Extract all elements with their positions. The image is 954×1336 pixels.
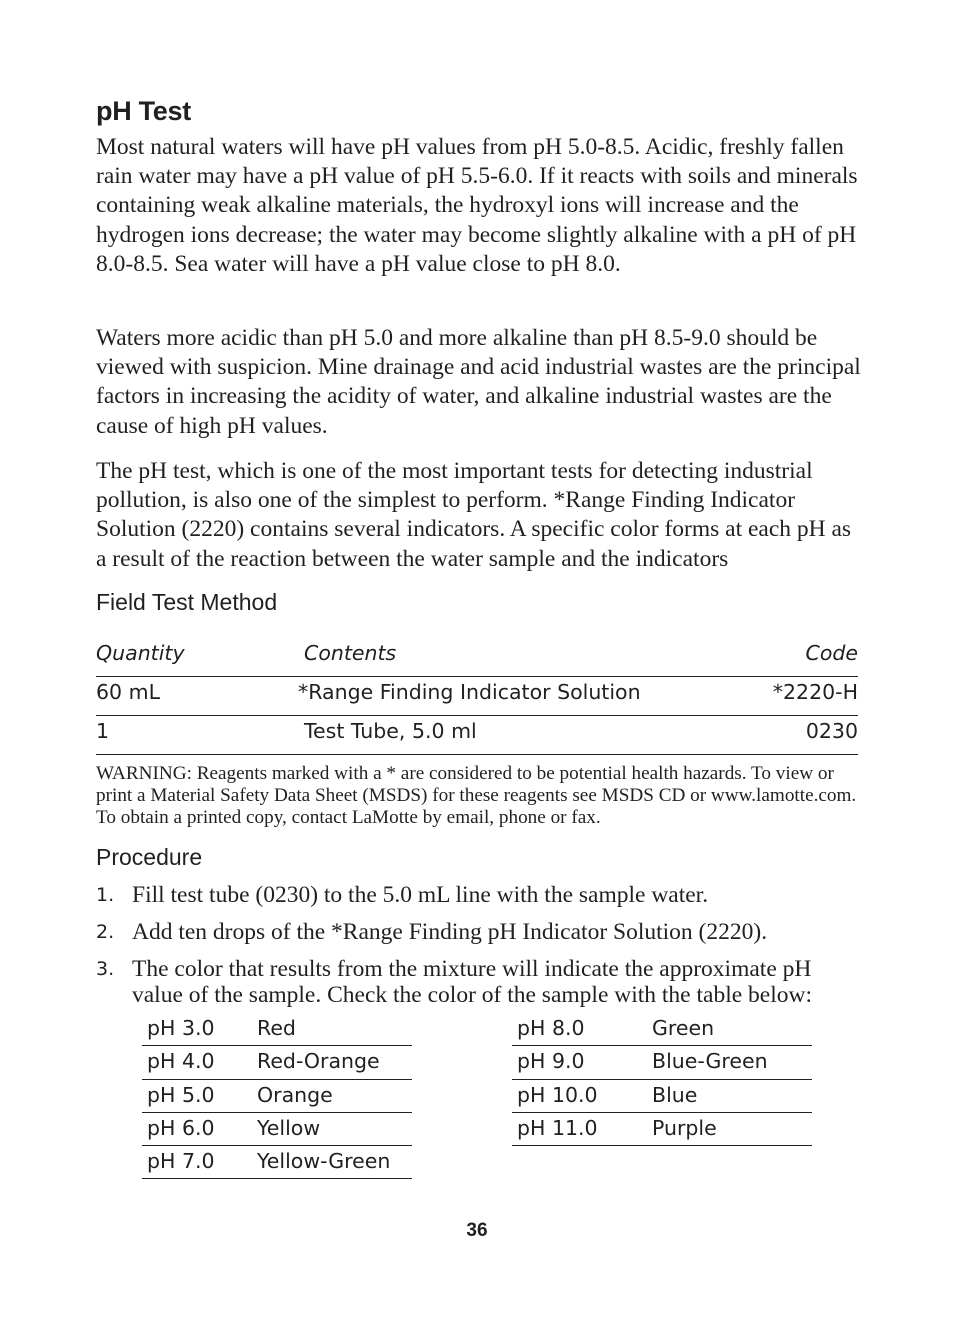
procedure-heading: Procedure: [96, 844, 203, 870]
table-row: [96, 716, 858, 755]
acidity-paragraph: Waters more acidic than pH 5.0 and more alkaline than pH 8.5-9.0 should be viewed with suspicion. Mine drainage and acid industrial wastes are the principal factors in increasing the acidity of water, and alkaline industrial wastes are the cause of high pH values.: [96, 325, 861, 439]
intro-paragraph: Most natural waters will have pH values from pH 5.0-8.5. Acidic, freshly fallen rain water may have a pH value of pH 5.5-6.0. If it reacts with soils and minerals containing weak alkaline materials, the hydroxyl ions will increase and the hydrogen ions decrease; the water may become slightly alkaline with a pH of pH 8.0-8.5. Sea water will have a pH value close to pH 8.0.: [96, 134, 858, 277]
color-name: Yellow: [257, 1115, 321, 1140]
table-row: [96, 677, 858, 716]
contents-header: Contents: [304, 641, 397, 665]
ph-value: pH 9.0: [517, 1049, 585, 1074]
materials-table: [96, 638, 858, 755]
table-row: [142, 1113, 412, 1146]
ph-value: pH 6.0: [147, 1115, 215, 1140]
field-test-heading: Field Test Method: [96, 589, 278, 615]
list-item: [96, 956, 866, 1008]
color-table-right: [512, 1013, 812, 1146]
ph-value: pH 10.0: [517, 1082, 598, 1107]
quantity-cell: 1: [96, 719, 110, 743]
step-number: 2.: [96, 921, 115, 943]
code-header: Code: [805, 641, 858, 665]
color-name: Purple: [652, 1115, 717, 1140]
ph-value: pH 3.0: [147, 1016, 215, 1040]
color-name: Blue-Green: [652, 1049, 768, 1074]
step-text: Fill test tube (0230) to the 5.0 mL line with the sample water.: [132, 882, 709, 908]
ph-value: pH 5.0: [147, 1082, 215, 1107]
step-text: The color that results from the mixture will indicate the approximate pH value of the sample. Check the color of the sample with the table below:: [132, 956, 812, 1008]
ph-value: pH 7.0: [147, 1149, 215, 1174]
color-name: Yellow-Green: [257, 1149, 391, 1174]
page-number: 36: [466, 1220, 488, 1241]
table-row: [142, 1046, 412, 1079]
step-number: 1.: [96, 884, 115, 906]
step-text: Add ten drops of the *Range Finding pH Indicator Solution (2220).: [132, 919, 768, 945]
color-name: Red: [257, 1016, 296, 1040]
contents-cell: Test Tube, 5.0 ml: [304, 719, 477, 743]
list-item: [96, 882, 866, 908]
page-title: pH Test: [96, 96, 191, 126]
ph-value: pH 11.0: [517, 1115, 598, 1140]
code-cell: *2220-H: [772, 680, 858, 704]
color-name: Orange: [257, 1082, 333, 1107]
quantity-cell: 60 mL: [96, 680, 160, 704]
table-row: [142, 1013, 412, 1046]
table-row: [142, 1146, 412, 1179]
color-table-left: [142, 1013, 412, 1179]
materials-table-header: [96, 638, 858, 677]
test-description-paragraph: The pH test, which is one of the most important tests for detecting industrial pollution, is also one of the simplest to perform. *Range Finding Indicator Solution (2220) contains several indicators. A specific color forms at each pH as a result of the reaction between the water sample and the indicators: [96, 458, 852, 572]
table-row: [512, 1046, 812, 1079]
ph-value: pH 4.0: [147, 1049, 215, 1074]
color-name: Blue: [652, 1082, 698, 1107]
procedure-steps: [96, 882, 866, 1008]
table-row: [512, 1013, 812, 1046]
list-item: [96, 919, 866, 945]
quantity-header: Quantity: [96, 641, 185, 665]
step-number: 3.: [96, 958, 115, 980]
warning-notice: WARNING: Reagents marked with a * are considered to be potential health hazards. To view or print a Material Safety Data Sheet (MSDS) for these reagents see MSDS CD or www.lamotte.com. To obtain a printed copy, contact LaMotte by email, phone or fax.: [96, 763, 857, 828]
color-name: Red-Orange: [257, 1049, 380, 1074]
color-name: Green: [652, 1016, 715, 1040]
code-cell: 0230: [805, 719, 858, 743]
contents-cell: *Range Finding Indicator Solution: [298, 680, 641, 704]
table-row: [142, 1080, 412, 1113]
table-row: [512, 1080, 812, 1113]
table-row: [512, 1113, 812, 1146]
ph-value: pH 8.0: [517, 1016, 585, 1040]
